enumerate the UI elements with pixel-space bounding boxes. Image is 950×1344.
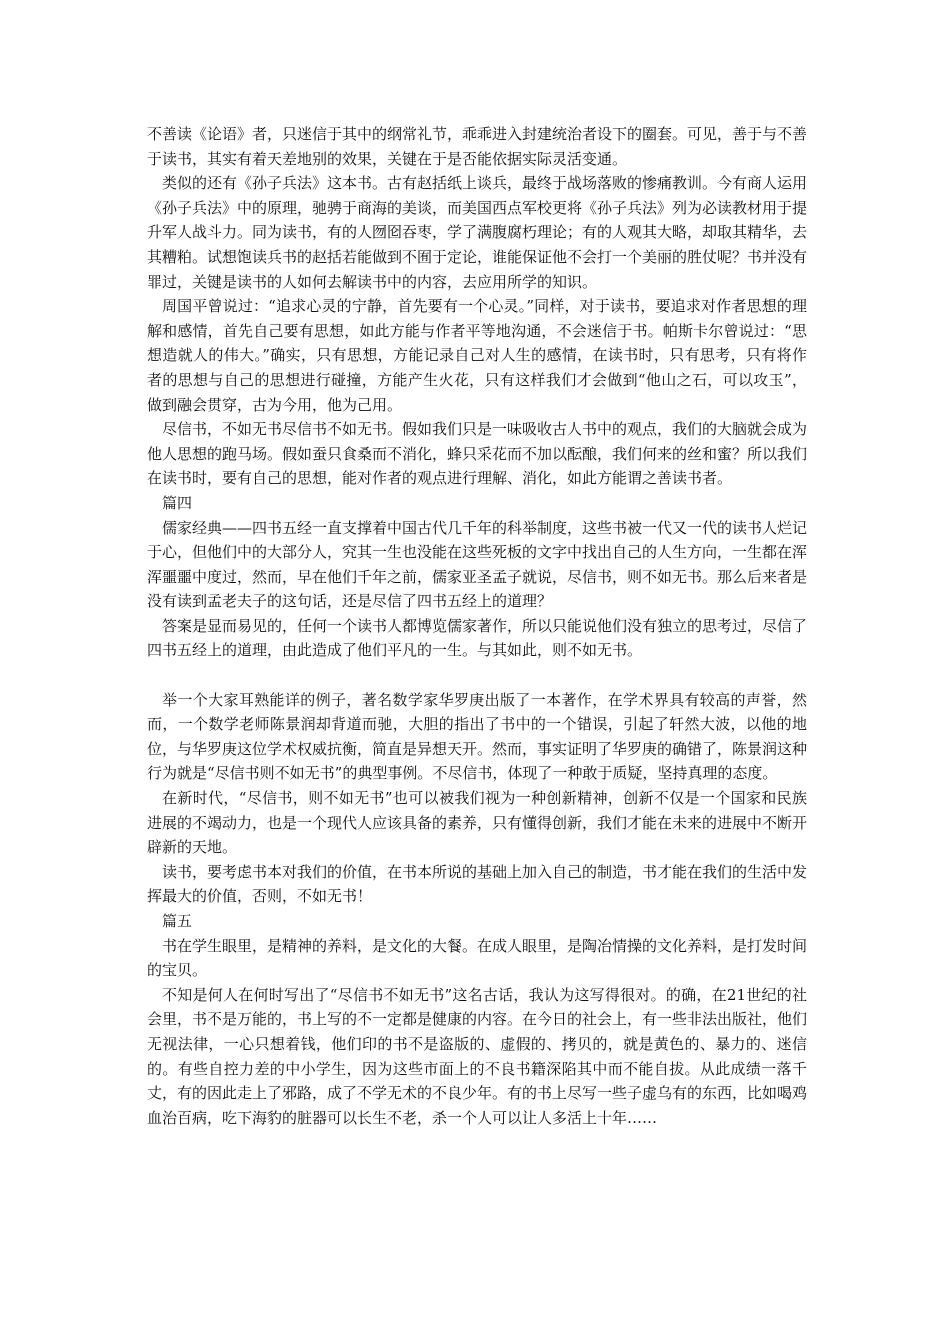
paragraph-5: 儒家经典——四书五经一直支撑着中国古代几千年的科举制度，这些书被一代又一代的读书人烂记于心，但他们中的大部分人，究其一生也没能在这些死板的文字中找出自己的人生方向，一生都在浑浑噩噩中度过，然而，早在他们千年之前，儒家亚圣孟子就说，尽信书，则不如无书。那么后来者是没有读到孟老夫子的这句话，还是尽信了四书五经上的道理？ [147,518,808,611]
paragraph-2: 类似的还有《孙子兵法》这本书。古有赵括纸上谈兵，最终于战场落败的惨痛教训。今有商人运用《孙子兵法》中的原理，驰骋于商海的美谈，而美国西点军校更将《孙子兵法》列为必读教材用于提升军人战斗力。同为读书，有的人囫囵吞枣，学了满腹腐朽理论；有的人观其大略，却取其精华，去其糟粕。试想饱读兵书的赵括若能做到不囿于定论，谁能保证他不会打一个美丽的胜仗呢？书并没有罪过，关键是读书的人如何去解读书中的内容，去应用所学的知识。 [147,174,808,291]
paragraph-4: 尽信书，不如无书尽信书不如无书。假如我们只是一味吸收古人书中的观点，我们的大脑就会成为他人思想的跑马场。假如蚕只食桑而不消化，蜂只采花而不加以酝酿，我们何来的丝和蜜？所以我们在读书时，要有自己的思想，能对作者的观点进行理解、消化，如此方能谓之善读书者。 [147,420,808,488]
paragraph-3: 周国平曾说过：“追求心灵的宁静，首先要有一个心灵。”同样，对于读书，要追求对作者思想的理解和感情，首先自己要有思想，如此方能与作者平等地沟通，不会迷信于书。帕斯卡尔曾说过：“思想造就人的伟大。”确实，只有思想，方能记录自己对人生的感情，在读书时，只有思考，只有将作者的思想与自己的思想进行碰撞，方能产生火花，只有这样我们才会做到“他山之石，可以攻玉”，做到融会贯穿，古为今用，他为己用。 [147,297,807,414]
blank-line [147,663,807,688]
paragraph-7: 举一个大家耳熟能详的例子，著名数学家华罗庚出版了一本著作，在学术界具有较高的声誉，然而，一个数学老师陈景润却背道而驰，大胆的指出了书中的一个错误，引起了轩然大波，以他的地位，与华罗庚这位学术权威抗衡，简直是异想天开。然而，事实证明了华罗庚的确错了，陈景润这种行为就是“尽信书则不如无书”的典型事例。不尽信书，体现了一种敢于质疑，坚持真理的态度。 [147,690,808,783]
paragraph-11: 不知是何人在何时写出了“尽信书不如无书”这名古话，我认为这写得很对。的确，在21世纪的社会里，书不是万能的，书上写的不一定都是健康的内容。在今日的社会上，有一些非法出版社，他们无视法律，一心只想着钱，他们印的书不是盗版的、虚假的、拷贝的，就是黄色的、暴力的、迷信的。有些自控力差的中小学生，因为这些市面上的不良书籍深陷其中而不能自拔。从此成绩一落千丈，有的因此走上了邪路，成了不学无术的不良少年。有的书上尽写一些子虚乌有的东西，比如喝鸡血治百病，吃下海豹的脏器可以长生不老，杀一个人可以让人多活上十年…… [147,985,808,1127]
paragraph-6: 答案是显而易见的，任何一个读书人都博览儒家著作，所以只能说他们没有独立的思考过，尽信了四书五经上的道理，由此造成了他们平凡的一生。与其如此，则不如无书。 [147,616,808,660]
paragraph-1: 不善读《论语》者，只迷信于其中的纲常礼节，乖乖进入封建统治者设下的圈套。可见，善于与不善于读书，其实有着天差地别的效果，关键在于是否能依据实际灵活变通。 [147,125,808,168]
paragraph-10: 书在学生眼里，是精神的养料，是文化的大餐。在成人眼里，是陶冶情操的文化养料，是打发时间的宝贝。 [147,936,808,980]
paragraph-8: 在新时代，“尽信书，则不如无书”也可以被我们视为一种创新精神，创新不仅是一个国家和民族进展的不竭动力，也是一个现代人应该具备的素养，只有懂得创新，我们才能在未来的进展中不断开辟新的天地。 [147,789,808,857]
section-heading-4: 篇四 [162,493,193,512]
section-heading-5: 篇五 [162,912,193,930]
paragraph-9: 读书，要考虑书本对我们的价值，在书本所说的基础上加入自己的制造，书才能在我们的生活中发挥最大的价值，否则，不如无书！ [147,862,808,906]
document-page [147,122,807,1130]
